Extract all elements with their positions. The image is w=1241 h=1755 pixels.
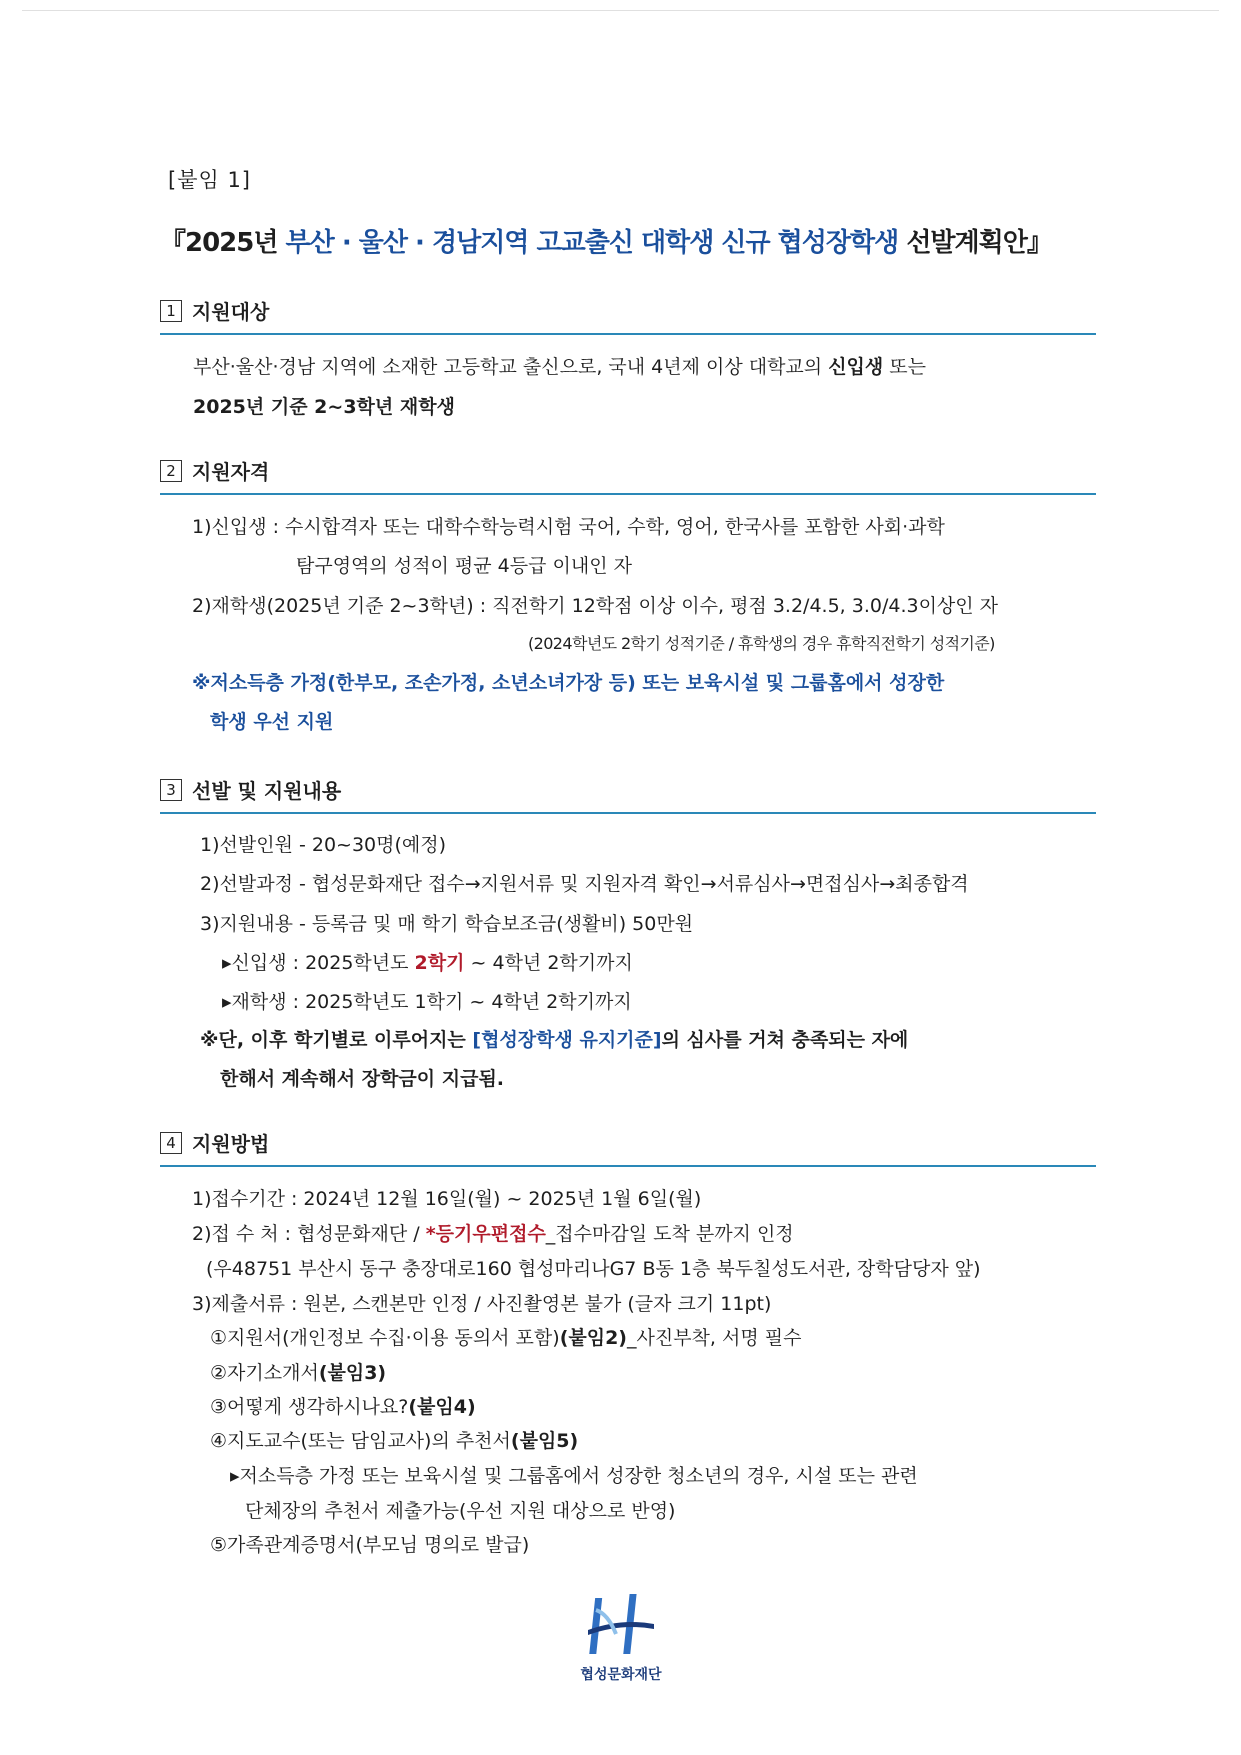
section-3-header [160,775,1096,814]
section-title: 선발 및 지원내용 [192,779,342,803]
s4-item2: 2)접 수 처 : 협성문화재단 / *등기우편접수_접수마감일 도착 분까지 인정 [192,1223,794,1245]
section-number: 2 [160,460,182,482]
s3-current-student: ▸재학생 : 2025학년도 1학기 ~ 4학년 2학기까지 [222,991,632,1013]
title-region: 부산 · 울산 · 경남지역 고교출신 대학생 신규 협성장학생 [285,228,899,258]
s4-item1: 1)접수기간 : 2024년 12월 16일(월) ~ 2025년 1월 6일(월) [192,1188,702,1210]
s4-doc3: ③어떻게 생각하시나요?(붙임4) [210,1396,476,1418]
s2-priority: ※저소득층 가정(한부모, 조손가정, 소년소녀가장 등) 또는 보육시설 및 그룹홈에서 성장한 [192,672,945,694]
s2-priority-cont: 학생 우선 지원 [210,711,334,733]
section-title: 지원자격 [192,460,270,484]
s4-doc1: ①지원서(개인정보 수집·이용 동의서 포함)(붙임2)_사진부착, 서명 필수 [210,1327,802,1349]
s2-item1: 1)신입생 : 수시합격자 또는 대학수학능력시험 국어, 수학, 영어, 한국사를 포함한 사회·과학 [192,516,945,538]
section-4-header [160,1128,1096,1167]
section-number: 1 [160,300,182,322]
section-number: 4 [160,1132,182,1154]
s4-address: (우48751 부산시 동구 충장대로160 협성마리나G7 B동 1층 북두칠성도서관, 장학담당자 앞) [206,1258,981,1280]
page-title [160,222,1052,259]
s2-item2-note: (2024학년도 2학기 성적기준 / 휴학생의 경우 휴학직전학기 성적기준) [528,634,995,653]
s3-item2: 2)선발과정 - 협성문화재단 접수→지원서류 및 지원자격 확인→서류심사→면접심사→최종합격 [200,873,969,895]
s4-doc4: ④지도교수(또는 담임교사)의 추천서(붙임5) [210,1430,579,1452]
s2-item2: 2)재학생(2025년 기준 2~3학년) : 직전학기 12학점 이상 이수, 평점 3.2/4.5, 3.0/4.3이상인 자 [192,595,999,617]
section-title: 지원방법 [192,1132,270,1156]
s3-item1: 1)선발인원 - 20~30명(예정) [200,834,447,856]
s3-note-cont: 한해서 계속해서 장학금이 지급됨. [220,1068,505,1090]
title-close: 선발계획안』 [898,228,1052,258]
s4-doc5: ⑤가족관계증명서(부모님 명의로 발급) [210,1534,530,1556]
s1-line1: 부산·울산·경남 지역에 소재한 고등학교 출신으로, 국내 4년제 이상 대학교의 신입생 또는 [193,356,926,378]
section-1-header [160,296,1096,335]
foundation-logo-text: 협성문화재단 [580,1667,662,1683]
section-title: 지원대상 [192,300,270,324]
attachment-label: [붙임 1] [168,168,251,192]
s4-doc4-sub: ▸저소득층 가정 또는 보육시설 및 그룹홈에서 성장한 청소년의 경우, 시설 또는 관련 [230,1465,918,1487]
section-2-header [160,456,1096,495]
s1-line2: 2025년 기준 2~3학년 재학생 [193,396,455,418]
s4-doc2: ②자기소개서(붙임3) [210,1362,387,1384]
s2-item1-cont: 탐구영역의 성적이 평균 4등급 이내인 자 [296,555,632,577]
s4-item3: 3)제출서류 : 원본, 스캔본만 인정 / 사진촬영본 불가 (글자 크기 11pt) [192,1293,772,1315]
s3-item3: 3)지원내용 - 등록금 및 매 학기 학습보조금(생활비) 50만원 [200,913,694,935]
title-open: 『2025년 [160,228,286,258]
section-number: 3 [160,779,182,801]
s4-doc4-sub-cont: 단체장의 추천서 제출가능(우선 지원 대상으로 반영) [245,1500,676,1522]
foundation-logo-icon [586,1590,656,1660]
top-rule [22,10,1219,11]
s3-new-student: ▸신입생 : 2025학년도 2학기 ~ 4학년 2학기까지 [222,952,633,974]
s3-note: ※단, 이후 학기별로 이루어지는 [협성장학생 유지기준]의 심사를 거쳐 충족되는 자에 [200,1029,909,1051]
